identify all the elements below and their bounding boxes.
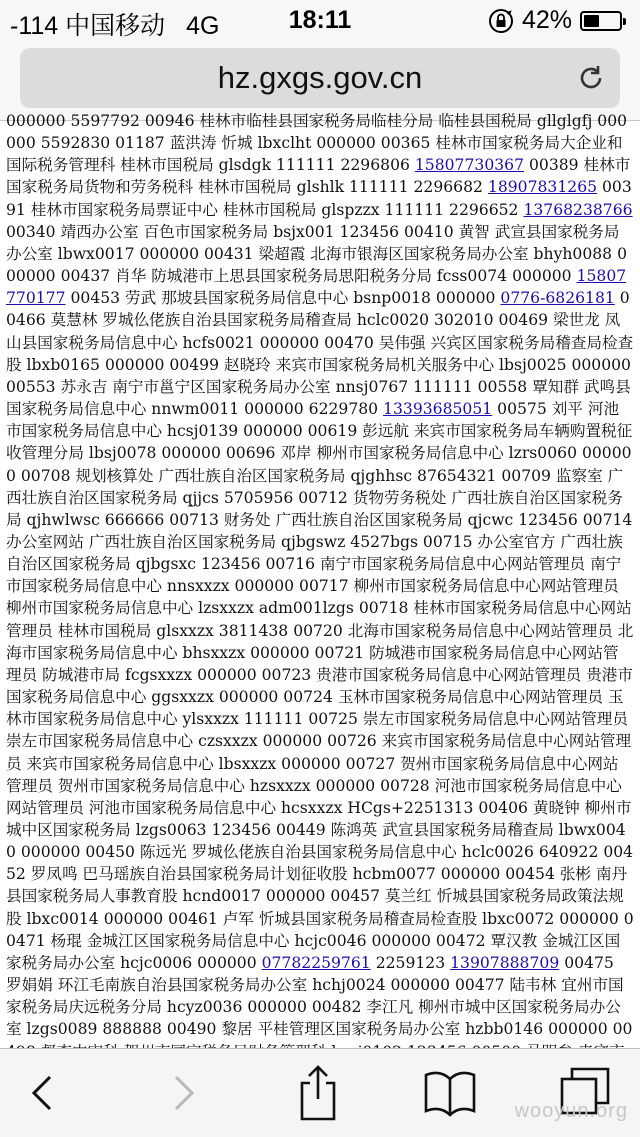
record-text-segment: 00389 桂林市国家税务局货物和劳务税科 桂林市国税局 glshlk 111111 2296682 — [6, 156, 631, 197]
record-text-segment: 2259123 — [370, 953, 451, 972]
status-right — [488, 6, 622, 35]
carrier-name: 中国移动 — [65, 12, 166, 40]
phone-link[interactable]: 13768238766 — [523, 200, 633, 219]
phone-link[interactable]: 0776-6826181 — [500, 289, 615, 308]
record-text-segment: 00575 刘平 河池市国家税务局信息中心 hcsj0139 000000 00619 彭远航 来宾市国家税务局车辆购置税征收管理分局 lbsj0078 000000 00696 邓岸 柳州市国家税务局信息中心 lzrs0060 000000 00708 规划核算处 广西壮族自治区国家税务局 qjghhsc 87654321 00709 监察室 广西壮族自治区国家税务局 qjjcs 5705956 00712 货物劳务税处 广西壮族自治区国家税务局 qjhwlwsc 666666 00713 财务处 广西壮族自治区国家税务局 qjcwc 123456 00714 办公室网站 广西壮族自治区国家税务局 qjbgswz 4527bgs 00715 办公室官方 广西壮族自治区国家税务局 qjbgsxc 123456 00716 南宁市国家税务局信息中心网站管理员 南宁市国家税务局信息中心 nnsxxzx 000000 00717 柳州市国家税务局信息中心网站管理员 柳州市国家税务局信息中心 lzsxxzx adm001lzgs 00718 桂林市国家税务局信息中心网站管理员 桂林市国税局 glsxxzx 3811438 00720 北海市国家税务局信息中心网站管理员 北海市国家税务局信息中心 bhsxxzx 000000 00721 防城港市国家税务局信息中心网站管理员 防城港市局 fcgsxxzx 000000 00723 贵港市国家税务局信息中心网站管理员 贵港市国家税务局信息中心 ggsxxzx 000000 00724 玉林市国家税务局信息中心网站管理员 玉林市国家税务局信息中心 ylsxxzx 111111 00725 崇左市国家税务局信息中心网站管理员 崇左市国家税务局信息中心 czsxxzx 000000 00726 来宾市国家税务局信息中心网站管理员 来宾市国家税务局信息中心 lbsxxzx 000000 00727 贺州市国家税务局信息中心网站管理员 贺州市国家税务局信息中心 hzsxxzx 000000 00728 河池市国家税务局信息中心网站管理员 河池市国家税务局信息中心 hcsxxzx HCgs+2251313 00406 黄晓钟 柳州市城中区国家税务局 lzgs0063 123456 00449 陈鸿英 武宣县国家税务局稽查局 lbwx0040 000000 00450 陈远光 罗城仫佬族自治县国家税务局信息中心 hclc0026 640922 00452 罗凤鸣 巴马瑶族自治县国家税务局计划征收股 hcbm0077 000000 00454 张彬 南丹县国家税务局人事教育股 hcnd0017 000000 00457 莫兰红 忻城县国家税务局政策法规股 lbxc0014 000000 00461 卢军 忻城县国家税务局稽查局检查股 lbxc0072 000000 00471 杨琨 金城江区国家税务局信息中心 hcjc0046 000000 00472 覃汉教 金城江区国家税务局办公室 hcjc0006 000000 — [6, 400, 634, 972]
rotation-lock-icon — [488, 8, 514, 34]
forward-icon[interactable] — [152, 1063, 212, 1123]
phone-link[interactable]: 13907888709 — [450, 953, 560, 972]
leaked-records-text — [0, 110, 640, 1129]
record-text-segment: 00391 桂林市国家税务局票证中心 桂林市国税局 glspzzx 111111 2296652 — [6, 178, 632, 219]
signal-strength: -114 — [10, 12, 59, 40]
record-text-segment: 00475 罗娟娟 环江毛南族自治县国家税务局办公室 hchj0024 000000 00477 陆韦林 宜州市国家税务局庆远税务分局 hcyz0036 000000 00482 李江凡 柳州市城中区国家税务局办公室 lzgs0089 888888 00490 黎居 平桂管理区国家税务局办公室 hzbb0146 000000 00 — [6, 953, 633, 1039]
bookmarks-icon[interactable] — [420, 1063, 480, 1123]
clock: 18:11 — [288, 6, 352, 34]
back-icon[interactable] — [14, 1063, 74, 1123]
share-icon[interactable] — [288, 1063, 348, 1123]
phone-link[interactable]: 15807730367 — [414, 156, 525, 175]
battery-percent: 42% — [521, 6, 572, 34]
watermark: wooyun.org — [514, 1100, 628, 1122]
network-type: 4G — [186, 12, 220, 40]
address-bar[interactable] — [20, 48, 620, 108]
browser-toolbar — [0, 1048, 640, 1137]
phone-link[interactable]: 07782259761 — [261, 953, 371, 972]
url-text[interactable]: hz.gxgs.gov.cn — [217, 60, 423, 95]
battery-icon — [580, 11, 622, 31]
record-text-segment: 00466 莫慧林 罗城仫佬族自治县国家税务局稽查局 hclc0020 302010 00469 梁世龙 凤山县国家税务局信息中心 hcfs0021 000000 00470 吴伟强 兴宾区国家税务局稽查局检查股 lbxb0165 000000 00499 赵晓玲 来宾市国家税务局机关服务中心 lbsj0025 000000 00553 苏永吉 南宁市邕宁区国家税务局办公室 nnsj0767 111111 00558 覃知群 武鸣县国家税务局信息中心 nnwm0011 000000 6229780 — [6, 289, 634, 419]
phone-link[interactable]: 13393685051 — [383, 400, 493, 419]
status-bar — [0, 0, 640, 40]
page-content — [0, 112, 640, 1049]
record-text-segment: 000000 5597792 00946 桂林市临桂县国家税务局临桂分局 临桂县国税局 gllglgfj 000000 5592830 01187 蓝洪涛 忻城 lbxclht 000000 00365 桂林市国家税务局大企业和国际税务管理科 桂林市国税局 glsdgk 111111 2296806 — [6, 112, 628, 175]
record-text-segment: 00340 靖西办公室 百色市国家税务局 bsjx001 123456 00410 黄智 武宣县国家税务局办公室 lbwx0017 000000 00431 梁超霞 北海市银海区国家税务局办公室 bhyh0088 000000 00437 肖华 防城港市上思县国家税务局思阳税务分局 fcss0074 000000 — [6, 222, 627, 286]
browser-address-area — [0, 40, 640, 121]
phone-link[interactable]: 15807770177 — [6, 267, 627, 308]
phone-link[interactable]: 18907831265 — [487, 178, 598, 197]
reload-icon[interactable] — [576, 63, 606, 93]
record-text-segment: 00453 劳武 那坡县国家税务局信息中心 bsnp0018 000000 — [65, 289, 501, 308]
